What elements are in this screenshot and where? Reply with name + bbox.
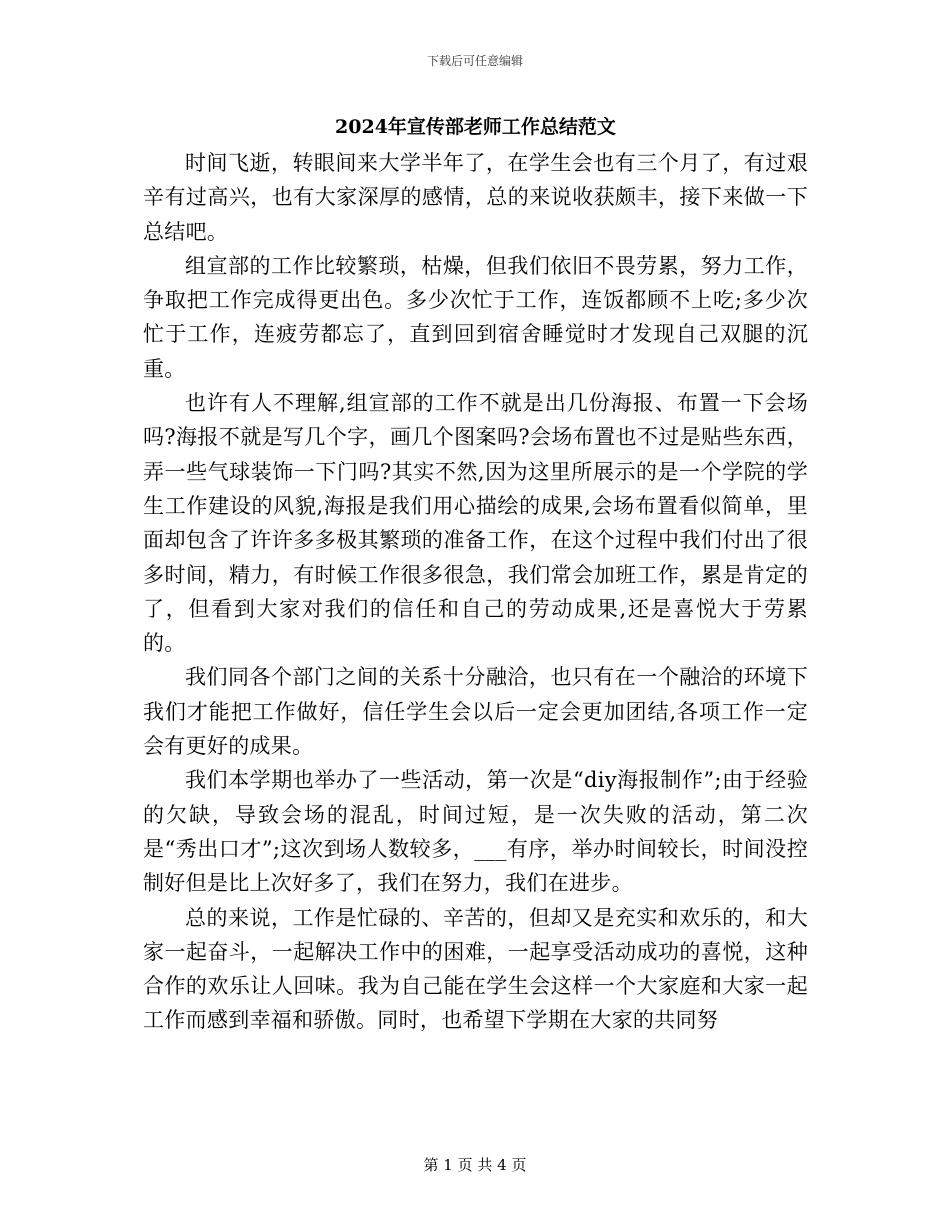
paragraph-2: 组宣部的工作比较繁琐，枯燥，但我们依旧不畏劳累，努力工作，争取把工作完成得更出色。多少次忙于工作，连饭都顾不上吃;多少次忙于工作，连疲劳都忘了，直到回到宿舍睡觉时才发现自己双腿的沉重。 [143, 253, 808, 381]
paragraph-3: 也许有人不理解,组宣部的工作不就是出几份海报、布置一下会场吗?海报不就是写几个字，画几个图案吗?会场布置也不过是贴些东西，弄一些气球装饰一下门吗?其实不然,因为这里所展示的是一个学院的学生工作建设的风貌,海报是我们用心描绘的成果,会场布置看似简单，里面却包含了许许多多极其繁琐的准备工作，在这个过程中我们付出了很多时间，精力，有时候工作很多很急，我们常会加班工作，累是肯定的了，但看到大家对我们的信任和自己的劳动成果,还是喜悦大于劳累的。 [143, 391, 808, 656]
paragraph-1: 时间飞逝，转眼间来大学半年了，在学生会也有三个月了，有过艰辛有过高兴，也有大家深厚的感情，总的来说收获颇丰，接下来做一下总结吧。 [143, 151, 808, 244]
document-title: 2024年宣传部老师工作总结范文 [335, 116, 616, 138]
paragraph-6: 总的来说，工作是忙碌的、辛苦的，但却又是充实和欢乐的，和大家一起奋斗，一起解决工作中的困难，一起享受活动成功的喜悦，这种合作的欢乐让人回味。我为自己能在学生会这样一个大家庭和大家一起工作而感到幸福和骄傲。同时，也希望下学期在大家的共同努 [143, 905, 808, 1033]
page-header-note: 下载后可任意编辑 [426, 54, 523, 68]
document-body [143, 112, 808, 1038]
paragraph-4: 我们同各个部门之间的关系十分融洽，也只有在一个融洽的环境下我们才能把工作做好，信任学生会以后一定会更加团结,各项工作一定会有更好的成果。 [143, 665, 808, 759]
paragraph-5: 我们本学期也举办了一些活动，第一次是“diy海报制作”;由于经验的欠缺，导致会场的混乱，时间过短，是一次失败的活动，第二次是“秀出口才”;这次到场人数较多，___有序，举办时间较长，时间没控制好但是比上次好多了，我们在努力，我们在进步。 [143, 768, 808, 896]
page-number: 第 1 页 共 4 页 [423, 1156, 527, 1174]
